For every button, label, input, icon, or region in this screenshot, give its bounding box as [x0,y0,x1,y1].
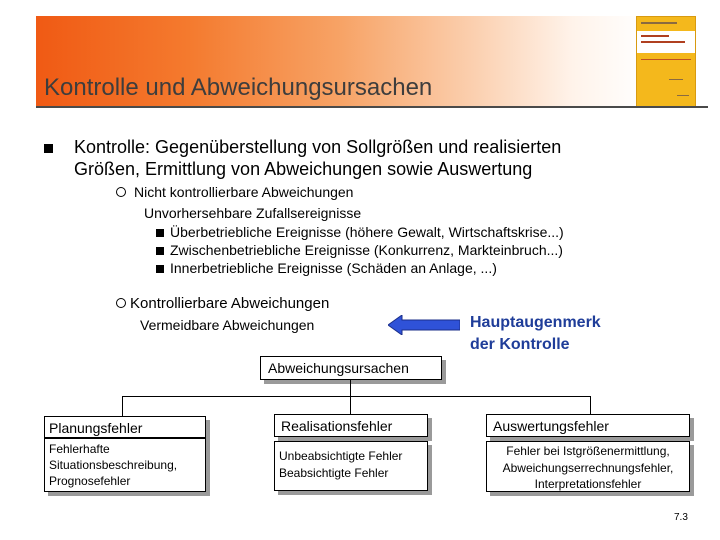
main-point [74,136,561,180]
square-bullet-icon [156,265,164,273]
connector-left [122,396,123,416]
focus-note-line2: der Kontrolle [470,336,570,353]
circle-bullet-icon [116,187,126,197]
connector-root-vertical [350,380,351,397]
left-arrow-icon [388,315,460,335]
branch-title-realisationsfehler: Realisationsfehler [274,414,428,437]
page-number: 7.3 [674,512,688,523]
book-cover-image [636,16,696,108]
branch-detail-planungsfehler: Fehlerhafte Situationsbeschreibung, Prognosefehler [44,438,206,492]
controllable-heading: Kontrollierbare Abweichungen [130,295,330,312]
list-item: Überbetriebliche Ereignisse (höhere Gewalt, Wirtschaftskrise...) [156,224,564,240]
square-bullet-icon [156,229,164,237]
connector-right [590,396,591,414]
branch-title-auswertungsfehler: Auswertungsfehler [486,414,690,437]
circle-bullet-icon [116,298,126,308]
focus-note-line1: Hauptaugenmerk [470,314,601,331]
main-point-line1: Kontrolle: Gegenüberstellung von Sollgrößen und realisierten [74,137,562,157]
slide-title: Kontrolle und Abweichungsursachen [44,74,433,101]
branch-detail-auswertungsfehler: Fehler bei Istgrößenermittlung, Abweichungserrechnungsfehler, Interpretationsfehler [486,441,690,492]
branch-title-planungsfehler: Planungsfehler [44,416,206,438]
uncontrollable-heading-row [116,184,353,200]
title-divider [36,106,708,108]
root-node-abweichungsursachen: Abweichungsursachen [260,356,442,380]
list-item: Zwischenbetriebliche Ereignisse (Konkurrenz, Markteinbruch...) [156,242,563,258]
uncontrollable-heading: Nicht kontrollierbare Abweichungen [134,184,354,200]
controllable-subheading: Vermeidbare Abweichungen [140,317,315,333]
list-item: Innerbetriebliche Ereignisse (Schäden an Anlage, ...) [156,260,497,276]
square-bullet-icon [156,247,164,255]
connector-middle [350,396,351,414]
focus-note [470,312,601,356]
uncontrollable-subheading: Unvorhersehbare Zufallsereignisse [144,205,362,221]
connector-horizontal [122,396,590,397]
main-point-line2: Größen, Ermittlung von Abweichungen sowie Auswertung [74,159,533,179]
controllable-heading-row [116,296,329,312]
branch-detail-realisationsfehler: Unbeabsichtigte Fehler Beabsichtigte Fehler [274,441,428,491]
square-bullet-icon [44,144,59,156]
